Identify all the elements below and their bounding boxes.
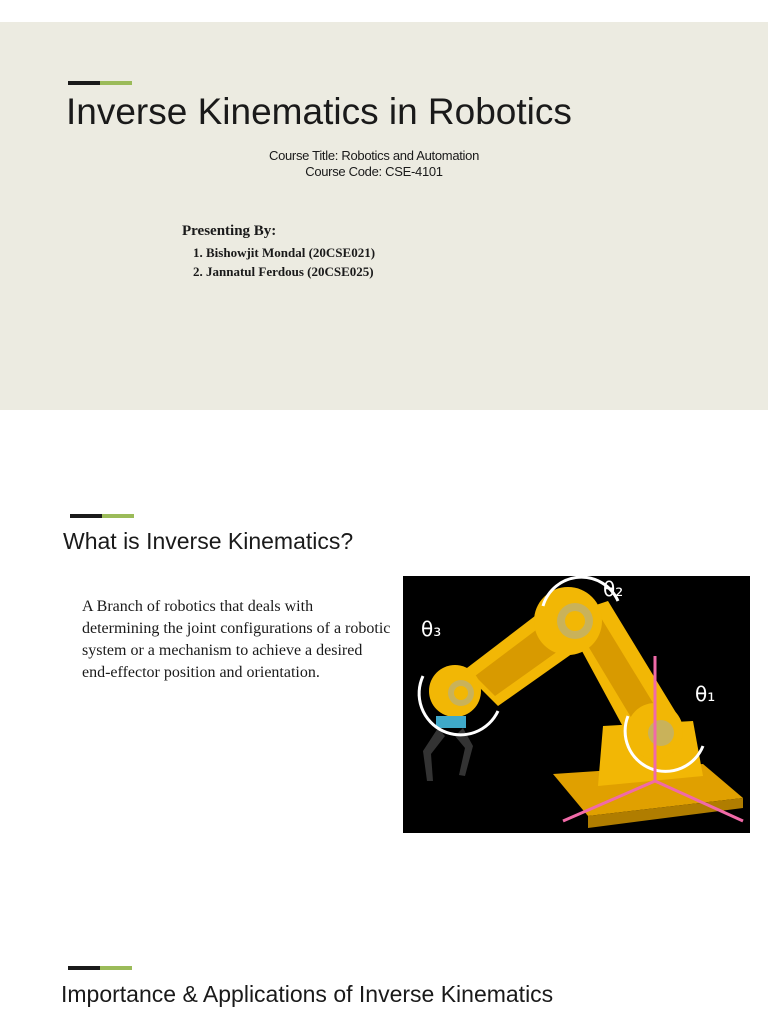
accent-bar [70, 514, 134, 518]
accent-bar-green [100, 966, 132, 970]
robot-arm-illustration [403, 576, 750, 833]
presentation-title: Inverse Kinematics in Robotics [66, 91, 572, 132]
course-title: Course Title: Robotics and Automation [268, 148, 480, 163]
accent-bar-dark [68, 81, 100, 85]
gripper-finger-left [423, 728, 445, 781]
presenter-item: 1. Bishowjit Mondal (20CSE021) [193, 245, 376, 260]
course-code: Course Code: CSE-4101 [305, 164, 443, 179]
accent-bar [68, 966, 132, 970]
theta-label: θ₃ [421, 617, 442, 641]
accent-bar-green [102, 514, 134, 518]
presenter-list [193, 243, 375, 281]
presenting-by-label: Presenting By: [182, 223, 277, 239]
accent-bar-dark [70, 514, 102, 518]
title-slide [0, 22, 768, 410]
joint-2-center [565, 611, 585, 631]
presenter-item: 2. Jannatul Ferdous (20CSE025) [193, 264, 374, 279]
accent-bar-dark [68, 966, 100, 970]
gripper-ring [436, 716, 466, 728]
definition-text: A Branch of robotics that deals with determining the joint configurations of a robotic system or a mechanism to achieve a desired end-effector position and orientation. [82, 598, 391, 681]
joint-3-center [454, 686, 468, 700]
theta-label: θ₂ [603, 577, 624, 601]
slide-heading: What is Inverse Kinematics? [63, 528, 354, 554]
accent-bar [68, 81, 132, 85]
joint-1-cap [648, 720, 674, 746]
applications-slide [0, 900, 768, 1024]
slide-heading: Importance & Applications of Inverse Kinematics [61, 981, 554, 1007]
theta-label: θ₁ [695, 682, 716, 706]
robot-arm-image [403, 576, 750, 833]
accent-bar-green [100, 81, 132, 85]
definition-slide [0, 410, 768, 900]
